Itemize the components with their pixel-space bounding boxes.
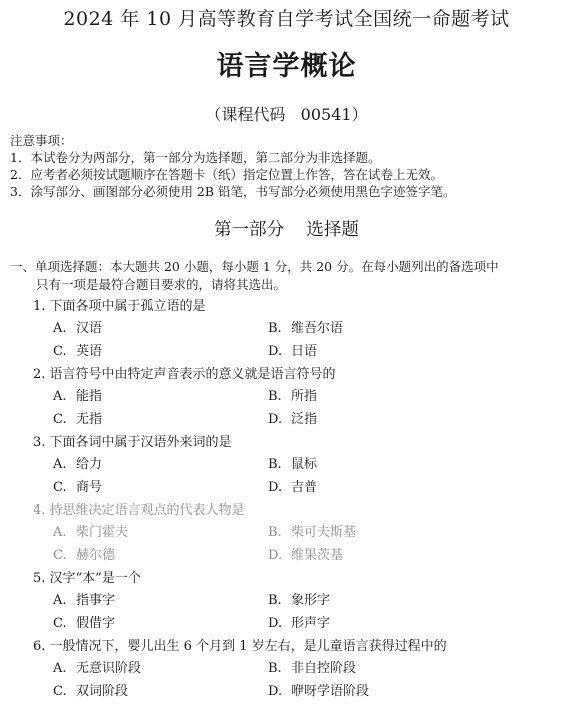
option-letter: C. — [53, 616, 67, 631]
notice-item: 1．本试卷分为两部分，第一部分为选择题，第二部分为非选择题。 — [10, 150, 381, 165]
option-c — [53, 547, 115, 565]
option-c — [53, 683, 128, 701]
option-letter: C. — [53, 684, 67, 699]
option-letter: D. — [268, 412, 283, 427]
notice-item: 3．涂写部分、画图部分必须使用 2B 铅笔，书写部分必须使用黑色字迹签字笔。 — [10, 184, 456, 199]
option-letter: D. — [268, 684, 283, 699]
option-text: 假借字 — [76, 616, 116, 631]
question-item — [0, 366, 573, 434]
option-text: 汉语 — [76, 321, 103, 336]
option-letter: D. — [268, 548, 283, 563]
notice-item: 2．应考者必须按试题顺序在答题卡（纸）指定位置上作答，答在试卷上无效。 — [10, 167, 443, 182]
option-letter: B. — [268, 593, 282, 608]
option-d — [268, 411, 317, 429]
option-text: 柴可夫斯基 — [291, 525, 357, 540]
option-text: 能指 — [76, 389, 103, 404]
question-item — [0, 434, 573, 502]
option-letter: A. — [53, 525, 67, 540]
option-text: 鼠标 — [291, 457, 318, 472]
option-text: 无指 — [76, 412, 103, 427]
subject-title: 语言学概论 — [216, 51, 357, 82]
section-intro-line: 只有一项是最符合题目要求的，请将其选出。 — [36, 277, 287, 292]
option-text: 柴门霍夫 — [76, 525, 129, 540]
option-text: 咿呀学语阶段 — [291, 684, 370, 699]
option-letter: B. — [268, 525, 282, 540]
option-text: 所指 — [291, 389, 318, 404]
question-stem: 1. 下面各项中属于孤立语的是 — [33, 299, 206, 314]
option-text: 给力 — [76, 457, 103, 472]
option-a — [53, 388, 102, 406]
option-c — [53, 479, 102, 497]
option-b — [268, 456, 317, 474]
option-letter: C. — [53, 480, 67, 495]
option-letter: B. — [268, 457, 282, 472]
option-b — [268, 388, 317, 406]
option-letter: A. — [53, 593, 67, 608]
option-text: 无意识阶段 — [76, 661, 142, 676]
option-text: 非自控阶段 — [291, 661, 357, 676]
question-item — [0, 298, 573, 366]
option-letter: B. — [268, 661, 282, 676]
option-text: 商号 — [76, 480, 103, 495]
question-stem: 6. 一般情况下，婴儿出生 6 个月到 1 岁左右，是儿童语言获得过程中的 — [33, 639, 447, 654]
option-letter: A. — [53, 457, 67, 472]
option-text: 英语 — [76, 344, 103, 359]
option-d — [268, 343, 317, 361]
question-stem: 3. 下面各词中属于汉语外来词的是 — [33, 435, 232, 450]
option-a — [53, 524, 128, 542]
option-letter: A. — [53, 321, 67, 336]
option-d — [268, 479, 317, 497]
question-stem: 4. 持思维决定语言观点的代表人物是 — [33, 503, 245, 518]
option-text: 维吾尔语 — [291, 321, 344, 336]
option-text: 形声字 — [291, 616, 331, 631]
option-letter: A. — [53, 389, 67, 404]
option-letter: D. — [268, 344, 283, 359]
option-a — [53, 660, 141, 678]
course-code: （课程代码 00541） — [205, 105, 368, 124]
option-b — [268, 320, 343, 338]
option-c — [53, 615, 115, 633]
option-c — [53, 343, 102, 361]
option-text: 维果茨基 — [291, 548, 344, 563]
option-c — [53, 411, 102, 429]
question-item — [0, 570, 573, 638]
option-b — [268, 524, 356, 542]
option-text: 泛指 — [291, 412, 318, 427]
option-text: 双词阶段 — [76, 684, 129, 699]
option-d — [268, 547, 343, 565]
option-letter: D. — [268, 616, 283, 631]
question-stem: 5. 汉字“本”是一个 — [33, 571, 141, 586]
option-letter: B. — [268, 321, 282, 336]
option-d — [268, 683, 369, 701]
option-letter: C. — [53, 344, 67, 359]
option-text: 象形字 — [291, 593, 331, 608]
section-intro-line: 一、单项选择题：本大题共 20 小题，每小题 1 分，共 20 分。在每小题列出的备选项中 — [10, 259, 499, 274]
option-letter: A. — [53, 661, 67, 676]
section-intro — [10, 258, 565, 294]
option-text: 吉普 — [291, 480, 318, 495]
option-d — [268, 615, 330, 633]
option-letter: C. — [53, 412, 67, 427]
option-a — [53, 320, 102, 338]
option-a — [53, 592, 115, 610]
notice-section — [10, 132, 565, 200]
question-item — [0, 502, 573, 570]
option-b — [268, 592, 330, 610]
part-title: 第一部分 选择题 — [214, 220, 359, 240]
option-text: 赫尔德 — [76, 548, 116, 563]
option-a — [53, 456, 102, 474]
question-stem: 2. 语言符号中由特定声音表示的意义就是语言符号的 — [33, 367, 336, 382]
question-list — [0, 298, 573, 706]
option-b — [268, 660, 356, 678]
option-letter: D. — [268, 480, 283, 495]
question-item — [0, 638, 573, 706]
option-letter: B. — [268, 389, 282, 404]
exam-title: 2024 年 10 月高等教育自学考试全国统一命题考试 — [63, 8, 510, 30]
option-letter: C. — [53, 548, 67, 563]
option-text: 指事字 — [76, 593, 116, 608]
notice-heading: 注意事项： — [10, 133, 73, 148]
option-text: 日语 — [291, 344, 318, 359]
